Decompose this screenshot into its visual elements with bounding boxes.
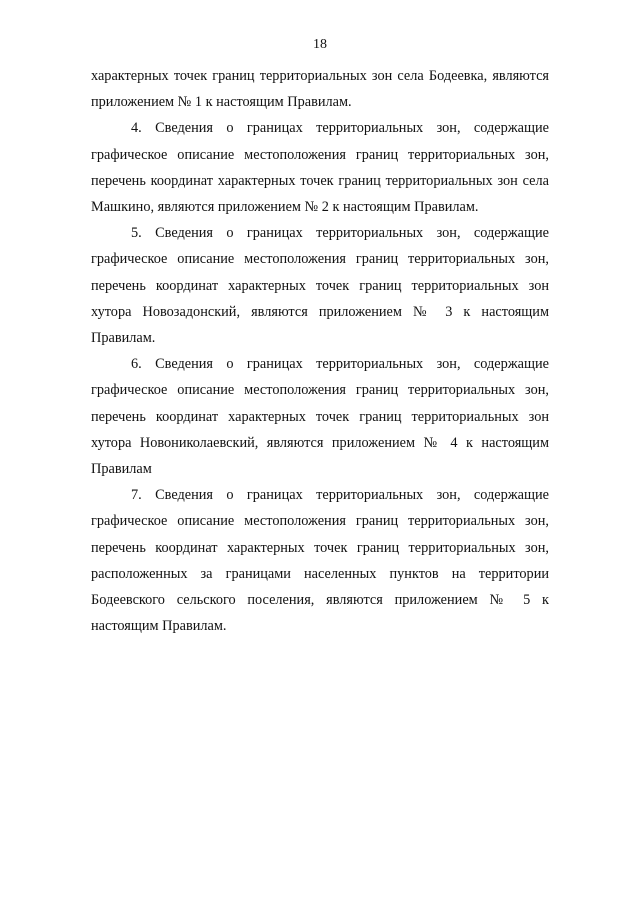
paragraph-continuation: характерных точек границ территориальных зон села Бодеевка, являются приложением № 1 к настоящим Правилам.: [91, 68, 549, 111]
paragraph-item-6: 6. Сведения о границах территориальных зон, содержащие графическое описание местоположения границ территориальных зон, перечень координат характерных точек границ территориальных зон хутора Новониколаевский, являются приложением № 4 к настоящим Правилам: [91, 356, 549, 478]
document-body: [91, 63, 549, 639]
paragraph-item-5: 5. Сведения о границах территориальных зон, содержащие графическое описание местоположения границ территориальных зон, перечень координат характерных точек границ территориальных зон хутора Новозадонский, являются приложением № 3 к настоящим Правилам.: [91, 225, 549, 347]
paragraph-item-7: 7. Сведения о границах территориальных зон, содержащие графическое описание местоположения границ территориальных зон, перечень координат характерных точек границ территориальных зон, расположенных за границами населенных пунктов на территории Бодеевского сельского поселения, являются приложением № 5 к настоящим Правилам.: [91, 487, 549, 635]
paragraph-item-4: 4. Сведения о границах территориальных зон, содержащие графическое описание местоположения границ территориальных зон, перечень координат характерных точек границ территориальных зон села Машкино, являются приложением № 2 к настоящим Правилам.: [91, 120, 549, 216]
page-number: 18: [313, 37, 327, 52]
